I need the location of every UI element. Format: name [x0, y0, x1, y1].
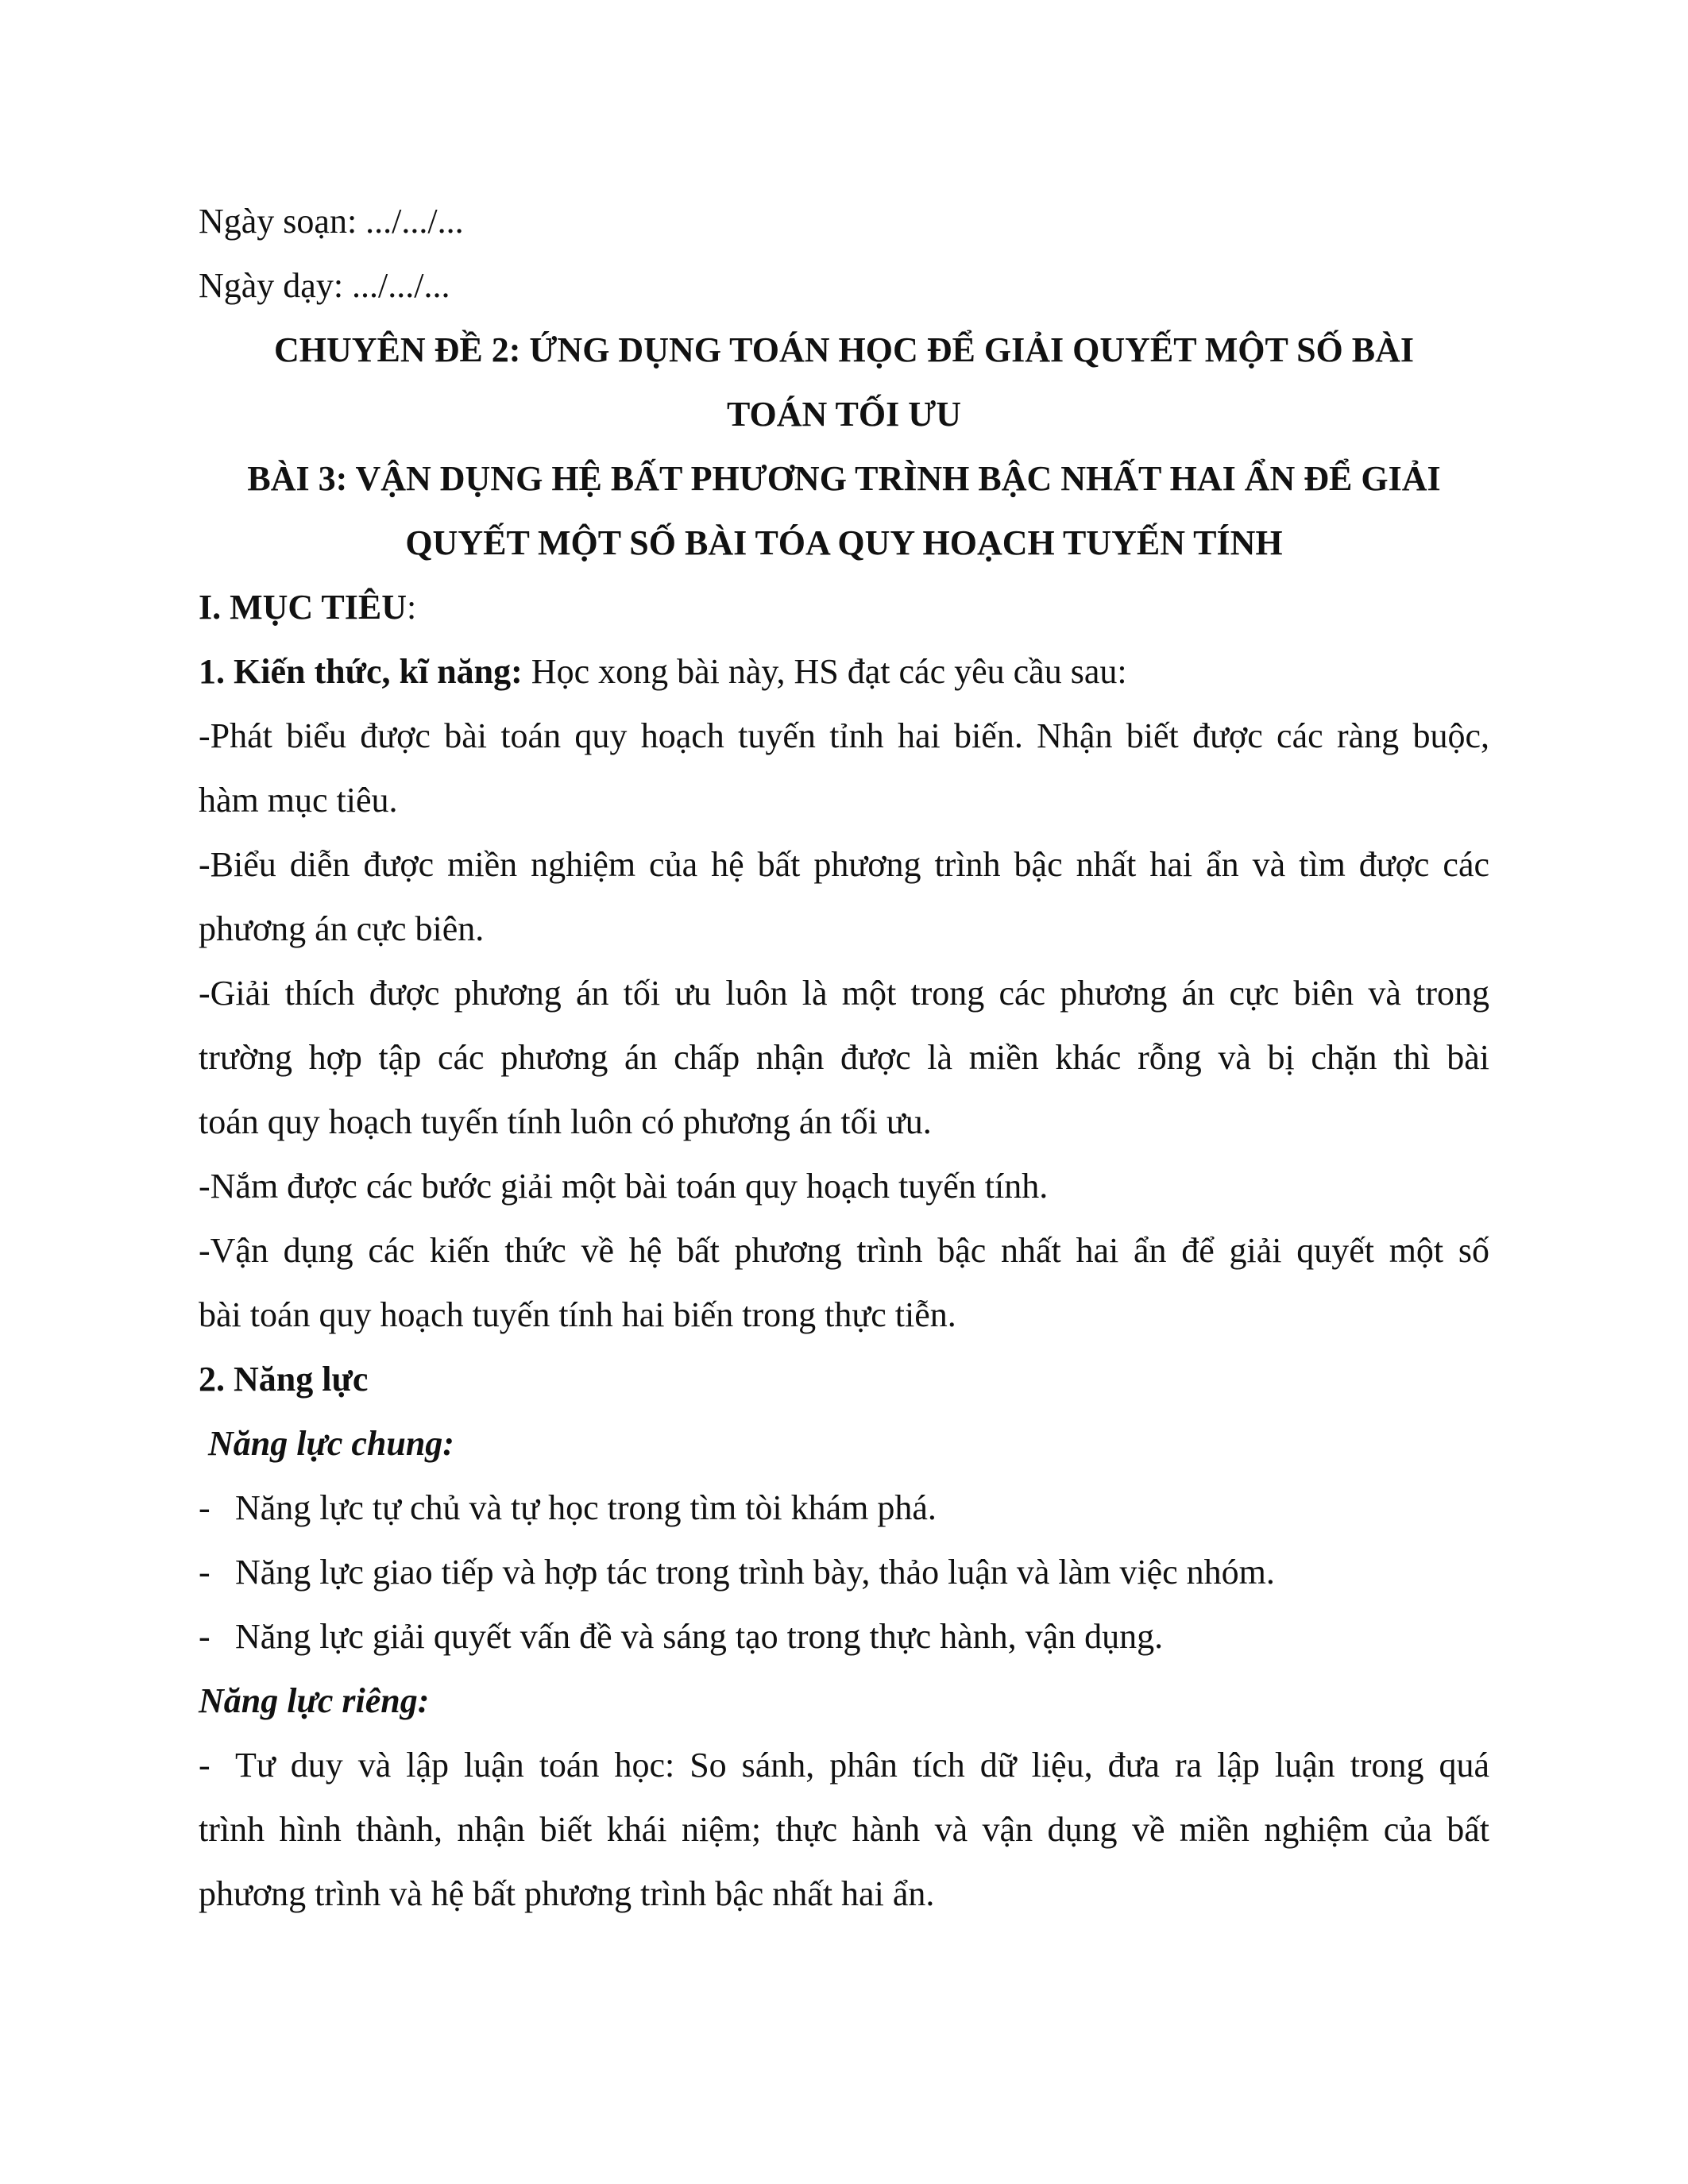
objective-line: bài toán quy hoạch tuyến tính hai biến trong thực tiễn.: [199, 1295, 956, 1334]
date-prepared: Ngày soạn: .../.../...: [199, 202, 464, 241]
objective-line: trường hợp tập các phương án chấp nhận được là miền khác rỗng và bị chặn thì bài: [199, 1038, 1489, 1077]
general-competency-label: Năng lực chung:: [208, 1424, 454, 1463]
objective-line: -Giải thích được phương án tối ưu luôn là một trong các phương án cực biên và trong: [199, 974, 1489, 1013]
section-heading-text: I. MỤC TIÊU: [199, 588, 408, 627]
section-heading-colon: :: [407, 588, 417, 627]
list-dash: -: [199, 1746, 211, 1785]
list-dash: -: [199, 1553, 211, 1592]
specific-competency-label: Năng lực riêng:: [199, 1681, 430, 1720]
list-item-text: Năng lực giải quyết vấn đề và sáng tạo trong thực hành, vận dụng.: [235, 1617, 1164, 1656]
document-page: [199, 189, 1489, 1926]
topic-title-line-2: TOÁN TỐI ƯU: [726, 395, 962, 434]
list-item-text: Năng lực tự chủ và tự học trong tìm tòi khám phá.: [235, 1488, 937, 1527]
list-item: [199, 1540, 1489, 1604]
specific-competency-line: trình hình thành, nhận biết khái niệm; thực hành và vận dụng về miền nghiệm của bất: [199, 1810, 1489, 1849]
subsection-competencies: 2. Năng lực: [199, 1360, 369, 1399]
subsection-intro-text: Học xong bài này, HS đạt các yêu cầu sau:: [522, 652, 1127, 691]
specific-competency-text: Tư duy và lập luận toán học: So sánh, phân tích dữ liệu, đưa ra lập luận trong quá: [235, 1746, 1489, 1785]
list-item: [199, 1476, 1489, 1540]
objective-line: -Nắm được các bước giải một bài toán quy hoạch tuyến tính.: [199, 1167, 1049, 1206]
subsection-knowledge-skills: [199, 639, 1489, 704]
objective-line: phương án cực biên.: [199, 909, 485, 948]
list-dash: -: [199, 1617, 211, 1656]
objective-line: hàm mục tiêu.: [199, 781, 398, 820]
lesson-title-line-2: QUYẾT MỘT SỐ BÀI TÓA QUY HOẠCH TUYẾN TÍNH: [405, 523, 1283, 562]
list-dash: -: [199, 1488, 211, 1527]
objective-line: -Biểu diễn được miền nghiệm của hệ bất phương trình bậc nhất hai ẩn và tìm được các: [199, 845, 1489, 884]
subsection-label: 1. Kiến thức, kĩ năng:: [199, 652, 523, 691]
objective-line: toán quy hoạch tuyến tính luôn có phương án tối ưu.: [199, 1102, 932, 1141]
list-item: [199, 1604, 1489, 1669]
list-item-text: Năng lực giao tiếp và hợp tác trong trình bày, thảo luận và làm việc nhóm.: [235, 1553, 1275, 1592]
lesson-title-line-1: BÀI 3: VẬN DỤNG HỆ BẤT PHƯƠNG TRÌNH BẬC NHẤT HAI ẨN ĐỂ GIẢI: [247, 459, 1441, 498]
specific-competency-line: [199, 1733, 1489, 1797]
objective-line: -Vận dụng các kiến thức về hệ bất phương trình bậc nhất hai ẩn để giải quyết một số: [199, 1231, 1489, 1270]
objective-line: -Phát biểu được bài toán quy hoạch tuyến tỉnh hai biến. Nhận biết được các ràng buộc,: [199, 716, 1489, 755]
topic-title-line-1: CHUYÊN ĐỀ 2: ỨNG DỤNG TOÁN HỌC ĐỂ GIẢI QUYẾT MỘT SỐ BÀI: [273, 330, 1415, 369]
specific-competency-line: phương trình và hệ bất phương trình bậc nhất hai ẩn.: [199, 1874, 935, 1913]
section-heading-objectives: [199, 575, 1489, 639]
date-taught: Ngày dạy: .../.../...: [199, 266, 450, 305]
